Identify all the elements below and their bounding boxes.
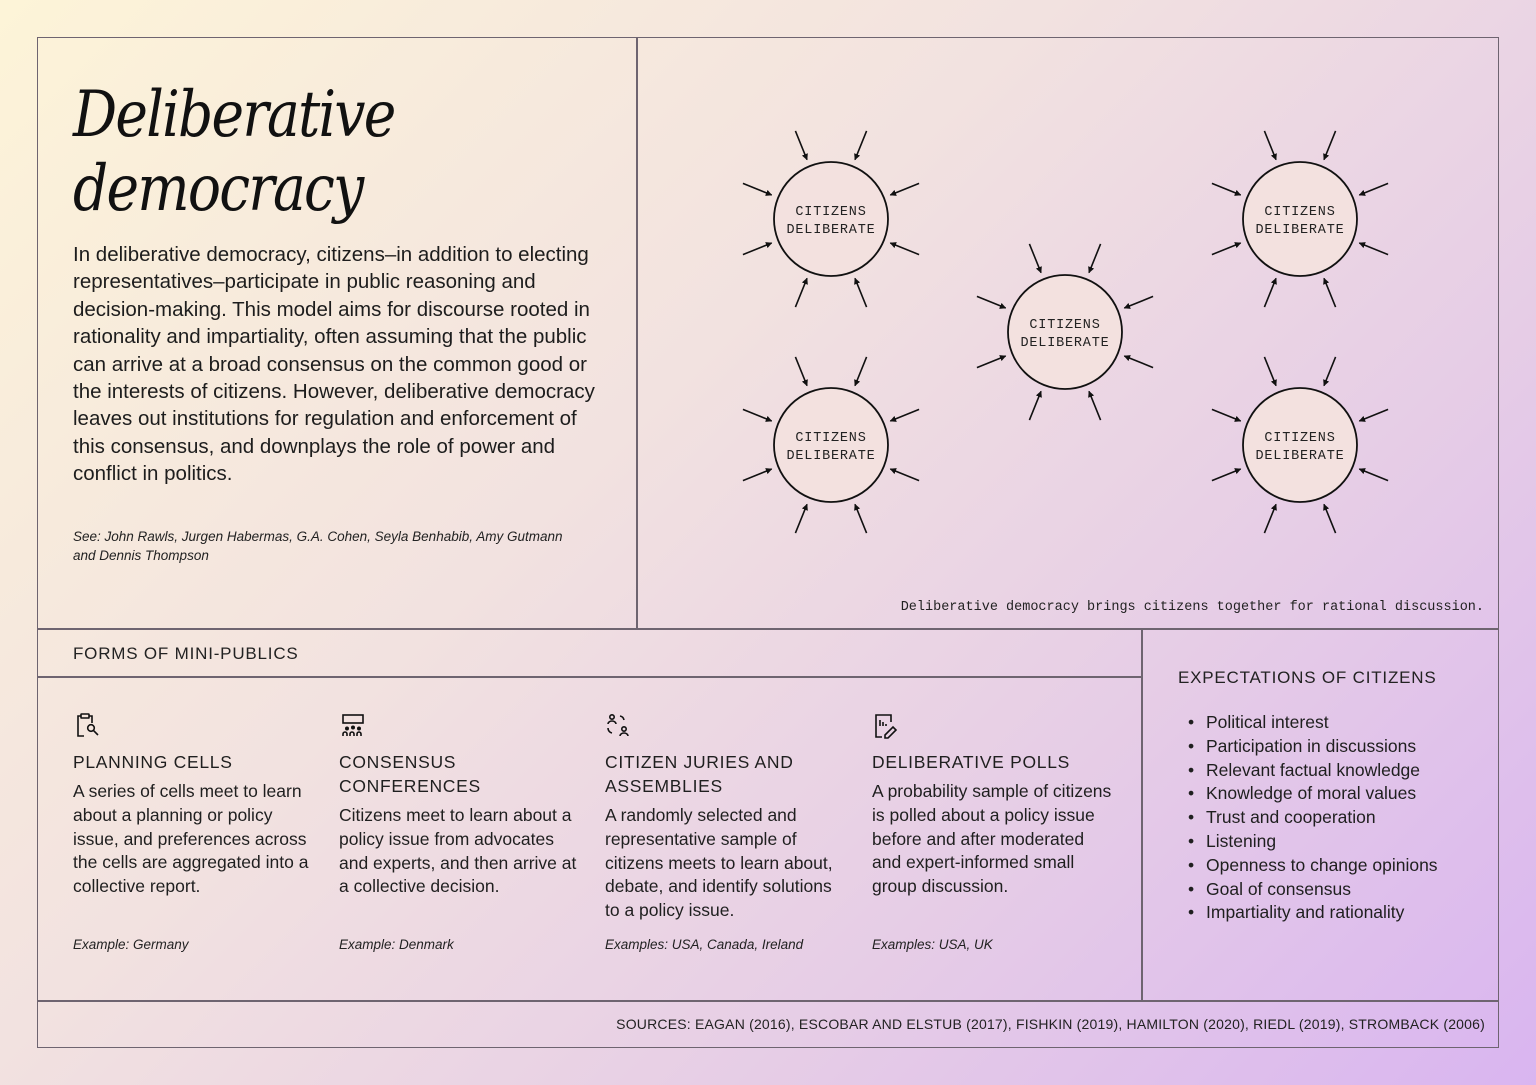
inward-arrow-icon [743,409,772,421]
list-item-text: Goal of consensus [1206,878,1351,899]
bullet-icon: • [1188,783,1195,804]
list-item [1188,711,1438,735]
title-line-2: democracy [73,152,363,226]
card-title: CITIZEN JURIES AND ASSEMBLIES [605,752,794,796]
people-exchange-icon [605,712,633,740]
circle-label: DELIBERATE [1020,336,1110,351]
expectations-list [1188,711,1438,925]
circle-label: DELIBERATE [786,223,876,238]
card-citizen-juries [605,712,845,952]
list-item [1188,878,1438,902]
inward-arrow-icon [1212,469,1241,481]
divider-right-vertical [1141,629,1143,1001]
card-description: A probability sample of citizens is polled about a policy issue before and after moderated and expert-informed small group discussion. [872,781,1112,897]
list-item [1188,830,1438,854]
inward-arrow-icon [743,243,772,255]
card-description: A series of cells meet to learn about a planning or policy issue, and preferences across the cells are aggregated into a collective report. [73,781,309,897]
inward-arrow-icon [890,469,919,481]
inward-arrow-icon [1029,244,1041,273]
card-consensus-conferences [339,712,579,952]
inward-arrow-icon [890,183,919,195]
list-item [1188,806,1438,830]
citizens-deliberate-node [1212,131,1388,307]
inward-arrow-icon [1089,244,1101,273]
card-description: A randomly selected and representative sample of citizens meets to learn about, debate, and identify solutions to a policy issue. [605,805,833,921]
divider-top-horizontal [37,628,1499,630]
title-line-1: Deliberative [73,78,395,152]
citizens-deliberate-node [743,131,919,307]
circle-label: CITIZENS [1029,318,1101,333]
citizens-deliberate-node [1212,357,1388,533]
inward-arrow-icon [1324,504,1336,533]
divider-footer [37,1000,1499,1002]
list-item-text: Trust and cooperation [1206,807,1376,828]
inward-arrow-icon [1212,409,1241,421]
presentation-audience-icon [339,712,367,740]
card-title: PLANNING CELLS [73,752,233,772]
inward-arrow-icon [1359,409,1388,421]
card-example: Examples: USA, Canada, Ireland [605,937,804,952]
card-description: Citizens meet to learn about a policy issue from advocates and experts, and then arrive at a collective decision. [339,805,577,897]
card-example: Example: Denmark [339,937,454,952]
inward-arrow-icon [855,278,867,307]
card-example: Examples: USA, UK [872,937,993,952]
inward-arrow-icon [1212,183,1241,195]
inward-arrow-icon [1359,243,1388,255]
list-item [1188,782,1438,806]
inward-arrow-icon [977,356,1006,368]
inward-arrow-icon [890,409,919,421]
card-deliberative-polls [872,712,1112,952]
sources-footer: SOURCES: EAGAN (2016), ESCOBAR AND ELSTUB (2017), FISHKIN (2019), HAMILTON (2020), RIEDL (2019), STROMBACK (2006) [616,1016,1485,1032]
citizens-deliberate-node [977,244,1153,420]
inward-arrow-icon [855,357,867,386]
inward-arrow-icon [1359,183,1388,195]
circle-label: DELIBERATE [786,449,876,464]
see-also-references: See: John Rawls, Jurgen Habermas, G.A. Cohen, Seyla Benhabib, Amy Gutmann and Dennis Thompson [73,529,563,563]
bullet-icon: • [1188,712,1195,732]
bullet-icon: • [1188,735,1195,756]
inward-arrow-icon [1212,243,1241,255]
card-title: CONSENSUS CONFERENCES [339,752,481,796]
circle-label: CITIZENS [795,431,867,446]
list-item [1188,854,1438,878]
inward-arrow-icon [1264,131,1276,160]
circle-label: CITIZENS [1264,205,1336,220]
inward-arrow-icon [1324,278,1336,307]
bullet-icon: • [1188,854,1195,875]
inward-arrow-icon [1124,356,1153,368]
inward-arrow-icon [795,278,807,307]
intro-paragraph: In deliberative democracy, citizens–in addition to electing representatives–participate in public reasoning and decision-making. This model aims for discourse rooted in rationality and impartiality, often assuming that the public can arrive at a broad consensus on the common good or the interests of citizens. However, deliberative democracy leaves out institutions for regulation and enforcement of this consensus, and downplays the role of power and conflict in politics. [73,243,595,486]
inward-arrow-icon [977,296,1006,308]
bullet-icon: • [1188,830,1195,851]
bullet-icon: • [1188,878,1195,899]
card-planning-cells [73,712,313,952]
inward-arrow-icon [1124,296,1153,308]
inward-arrow-icon [1029,391,1041,420]
inward-arrow-icon [795,357,807,386]
inward-arrow-icon [1324,131,1336,160]
clipboard-wrench-icon [73,712,101,740]
inward-arrow-icon [890,243,919,255]
list-item [1188,735,1438,759]
circle-label: DELIBERATE [1255,449,1345,464]
citizens-deliberate-diagram [637,38,1498,628]
circle-label: CITIZENS [795,205,867,220]
inward-arrow-icon [1264,278,1276,307]
list-item [1188,759,1438,783]
inward-arrow-icon [855,504,867,533]
mini-publics-heading: FORMS OF MINI-PUBLICS [73,644,299,663]
bullet-icon: • [1188,902,1195,923]
list-item-text: Impartiality and rationality [1206,902,1405,923]
inward-arrow-icon [855,131,867,160]
list-item [1188,901,1438,925]
inward-arrow-icon [795,504,807,533]
list-item-text: Knowledge of moral values [1206,783,1417,804]
page-title [73,78,395,226]
circle-label: DELIBERATE [1255,223,1345,238]
list-item-text: Listening [1206,830,1277,851]
circle-label: CITIZENS [1264,431,1336,446]
poll-edit-icon [872,712,900,740]
divider-mini-publics-header [37,676,1142,678]
expectations-heading: EXPECTATIONS OF CITIZENS [1178,668,1437,687]
bullet-icon: • [1188,807,1195,828]
inward-arrow-icon [1264,504,1276,533]
list-item-text: Participation in discussions [1206,735,1417,756]
inward-arrow-icon [1264,357,1276,386]
card-title: DELIBERATIVE POLLS [872,752,1071,772]
inward-arrow-icon [1359,469,1388,481]
bullet-icon: • [1188,759,1195,780]
inward-arrow-icon [1089,391,1101,420]
inward-arrow-icon [795,131,807,160]
list-item-text: Relevant factual knowledge [1206,759,1421,780]
citizens-deliberate-node [743,357,919,533]
diagram-caption: Deliberative democracy brings citizens together for rational discussion. [900,600,1484,615]
list-item-text: Openness to change opinions [1206,854,1438,875]
card-example: Example: Germany [73,937,189,952]
inward-arrow-icon [1324,357,1336,386]
list-item-text: Political interest [1206,712,1329,732]
inward-arrow-icon [743,469,772,481]
inward-arrow-icon [743,183,772,195]
